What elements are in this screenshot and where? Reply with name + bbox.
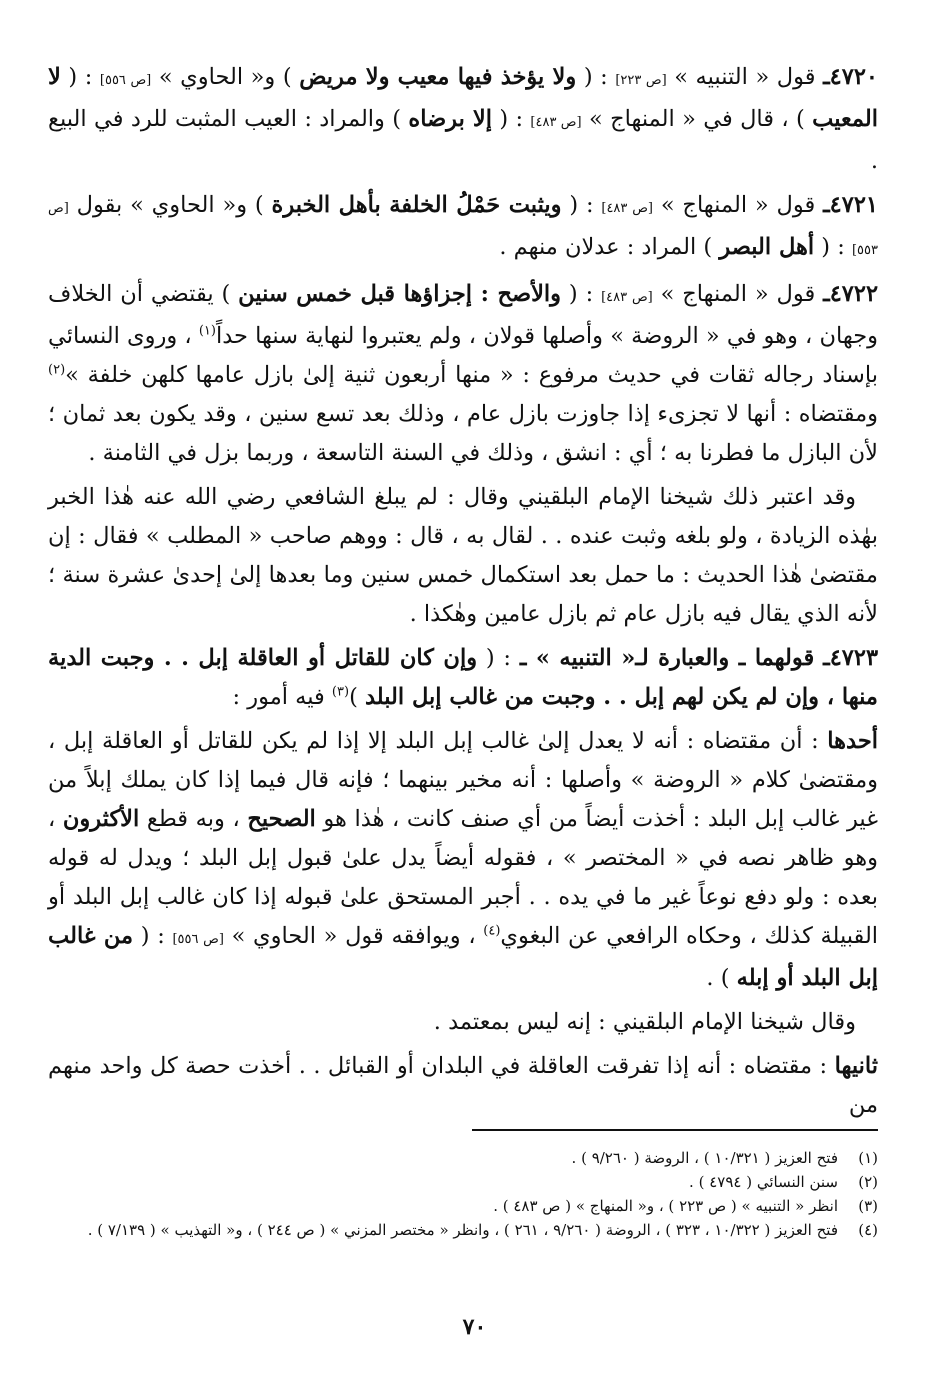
footnote <box>48 1218 878 1242</box>
text-run: ، ويوافقه قول « الحاوي » <box>231 923 476 949</box>
text-run: : ( <box>821 234 845 260</box>
text-run: قول « المنهاج » <box>660 281 816 307</box>
text-run: : ( <box>499 106 524 132</box>
text-run: : ( <box>68 64 93 90</box>
quoted-text: والأصح : إجزاؤها قبل خمس سنين <box>238 281 562 307</box>
page-reference: [ص ٢٢٣] <box>615 73 667 88</box>
text-run: : ( <box>485 645 512 671</box>
text-run: ، وهو ظاهر نصه في « المختصر » ، فقوله أيضاً يدل علىٰ قبول إبل البلد ؛ ويدل له قوله بعده : ولو دفع نوعاً غير ما في يده . . أجبر المستحق علىٰ قبوله إذا كان غالب إبل البلد أو القبيلة كذلك ، وحكاه الرافعي عن البغوي <box>48 806 879 949</box>
bold-term: الصحيح <box>247 806 316 832</box>
entry-number: ٤٧٢٠ـ <box>823 64 878 90</box>
footnote <box>48 1194 878 1218</box>
footnote-text: فتح العزيز ( ١٠/٣٢١ ) ، الروضة ( ٩/٢٦٠ ) . <box>571 1149 838 1167</box>
entry-number: ٤٧٢٢ـ <box>823 281 879 307</box>
paragraph-bulqini-comment: وقد اعتبر ذلك شيخنا الإمام البلقيني وقال : لم يبلغ الشافعي رضي الله عنه هٰذا الخبر بهٰذه الزيادة ، ولو بلغه وثبت عنده . . لقال به ، قال : ووهم صاحب « المطلب » فقال : إن مقتضىٰ هٰذا الحديث : ما حمل بعد استكمال خمس سنين وما بعدها إلىٰ إحدىٰ عشرة سنة ؛ لأنه الذي يقال فيه بازل عام ثم بازل عامين وهٰكذا . <box>48 484 878 627</box>
text-run: ، وروى النسائي بإسناد رجاله ثقات في حديث مرفوع : « منها أربعون ثنية إلىٰ بازل عامها كلهن خلفة » <box>48 323 878 388</box>
text-run: فيه أمور : <box>232 684 325 710</box>
quoted-text: لا المعيب <box>48 64 879 132</box>
text-run: ، وبه قطع <box>146 806 240 832</box>
quoted-text: ولا يؤخذ فيها معيب ولا مريض <box>299 64 577 90</box>
paragraph-bulqini-remark: وقال شيخنا الإمام البلقيني : إنه ليس بمعتمد . <box>433 1009 856 1035</box>
bold-phrase: قولهما ـ والعبارة لـ« التنبيه » ـ <box>519 645 815 671</box>
footnote <box>48 1146 878 1170</box>
text-run: : مقتضاه : أنه إذا تفرقت العاقلة في البلدان أو القبائل . . أخذت حصة كل واحد منهم من <box>48 1053 878 1118</box>
quoted-text: إلا برضاه <box>408 106 492 132</box>
text-run: قول « التنبيه » <box>674 64 816 90</box>
paragraph-4723 <box>48 639 878 717</box>
point-lead: ثانيها <box>834 1053 879 1079</box>
paragraph-4721 <box>48 186 878 270</box>
footnote-text: فتح العزيز ( ١٠/٣٢٢ ، ٣٢٣ ) ، الروضة ( ٩/٢٦٠ ، ٢٦١ ) ، وانظر « مختصر المزني » ( ص ٢٤٤ ) ، و« التهذيب » ( ٧/١٣٩ ) . <box>87 1221 838 1239</box>
footnote <box>48 1170 878 1194</box>
text-run: ) والمراد : العيب المثبت للرد في البيع . <box>48 106 878 174</box>
text-run: ومقتضاه : أنها لا تجزىء إذا جاوزت بازل عام ، وذلك بعد تسع سنين ، وقد يكون بعد ثمان ؛ لأن البازل ما فطرنا به ؛ أي : انشق ، وذلك في السنة التاسعة ، وربما بزل في الثامنة . <box>48 401 878 466</box>
quoted-text: أهل البصر <box>719 234 815 260</box>
page-reference: [ص ٥٥٦] <box>99 73 152 88</box>
page-number: ٧٠ <box>462 1314 487 1340</box>
footnote-text: انظر « التنبيه » ( ص ٢٢٣ ) ، و« المنهاج » ( ص ٤٨٣ ) . <box>493 1197 838 1215</box>
text-run: ) ، قال في « المنهاج » <box>588 106 805 132</box>
footnote-marker[interactable]: (٢) <box>48 362 66 378</box>
footnote-text: سنن النسائي ( ٤٧٩٤ ) . <box>689 1173 838 1191</box>
page-reference: [ص ٤٨٣] <box>530 115 582 130</box>
bold-term: الأكثرون <box>62 806 140 832</box>
footnote-marker[interactable]: (١) <box>198 323 216 339</box>
text-run: ) المراد : عدلان منهم . <box>499 234 713 260</box>
quoted-text: وإن كان للقاتل أو العاقلة إبل . . وجبت الدية منها ، وإن لم يكن لهم إبل . . وجبت من غالب إبل البلد <box>48 645 878 710</box>
paragraph-4720 <box>48 58 878 181</box>
text-run: : ( <box>569 192 594 218</box>
text-run: : ( <box>140 923 165 949</box>
text-run: : ( <box>568 281 594 307</box>
page-body <box>48 58 878 1130</box>
text-run: ) و« الحاوي » بقول <box>76 192 264 218</box>
quoted-text: من غالب إبل البلد أو إبله <box>48 923 878 991</box>
text-run: : ( <box>583 64 608 90</box>
page-reference: [ص ٤٨٣] <box>601 290 653 305</box>
footnote-marker[interactable]: (٤) <box>483 923 501 939</box>
footnote-divider <box>472 1129 878 1131</box>
text-run: ) <box>349 684 358 710</box>
footnotes <box>48 1146 878 1242</box>
quoted-text: ويثبت حَمْلُ الخلفة بأهل الخبرة <box>271 192 562 218</box>
paragraph-4722 <box>48 275 878 473</box>
point-lead: أحدها <box>827 728 878 754</box>
page-reference: [ص ٥٥٣] <box>48 201 878 258</box>
entry-number: ٤٧٢٣ـ <box>823 645 879 671</box>
footnote-number: (٤) <box>858 1221 878 1239</box>
paragraph-second-point <box>48 1047 878 1125</box>
text-run: ) و« الحاوي » <box>158 64 292 90</box>
text-run: ) يقتضي أن الخلاف وجهان ، وهو في « الروضة » وأصلها قولان ، ولم يعتبروا لنهاية سنها حداً <box>48 281 878 349</box>
footnote-number: (١) <box>858 1149 878 1167</box>
text-run: : أن مقتضاه : أنه لا يعدل إلىٰ غالب إبل البلد إلا إذا لم يكن للقاتل أو العاقلة إبل ، ومقتضىٰ كلام « الروضة » وأصلها : أنه مخير بينهما ؛ فإنه قال فيما إذا كان يملك إبلاً من غير غالب إبل البلد : أخذت أيضاً من أي صنف كانت ، هٰذا هو <box>48 728 878 832</box>
footnote-marker[interactable]: (٣) <box>331 684 350 700</box>
text-run: قول « المنهاج » <box>660 192 816 218</box>
page-reference: [ص ٥٥٦] <box>172 932 224 947</box>
footnote-number: (٣) <box>858 1197 878 1215</box>
footnote-number: (٢) <box>858 1173 878 1191</box>
paragraph-first-point <box>48 722 878 998</box>
page-reference: [ص ٤٨٣] <box>601 201 653 216</box>
entry-number: ٤٧٢١ـ <box>823 192 878 218</box>
text-run: ) . <box>706 965 730 991</box>
